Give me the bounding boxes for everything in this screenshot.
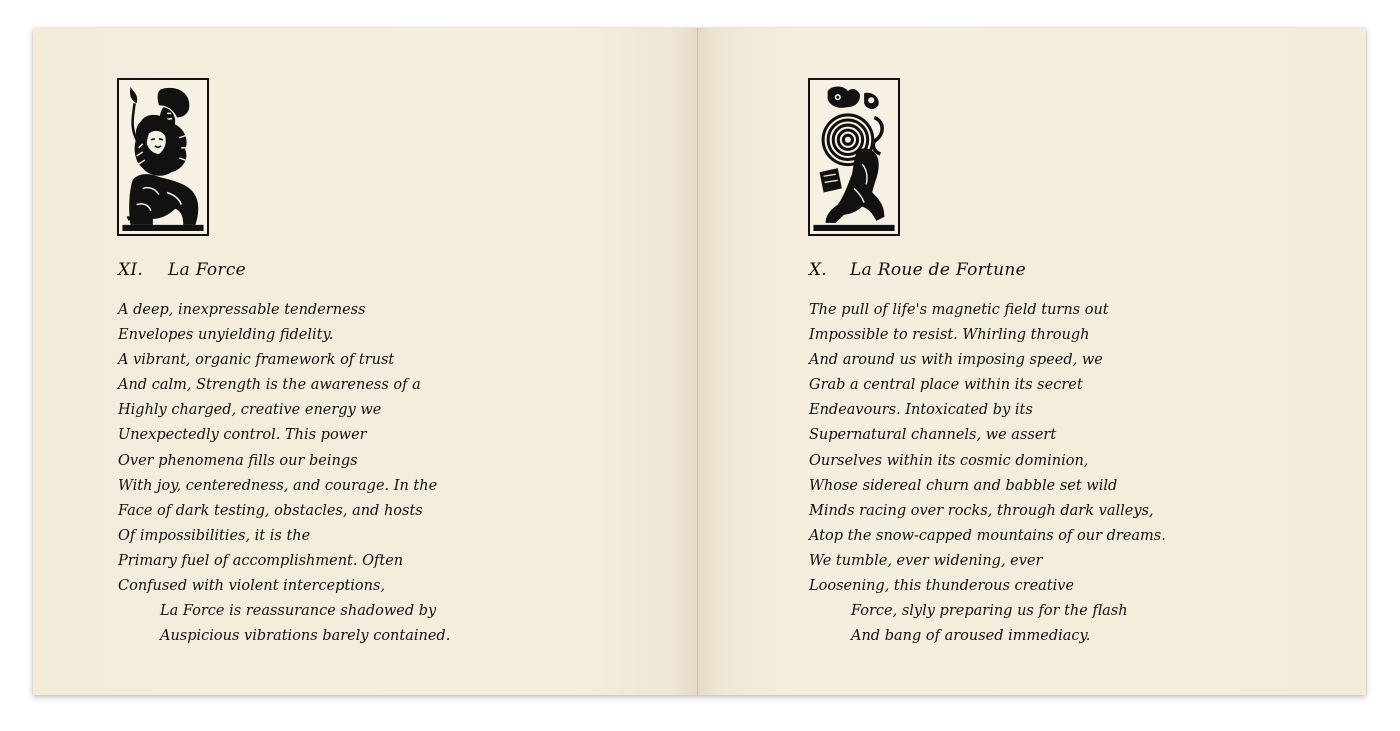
- poem-line: A deep, inexpressable tenderness: [118, 302, 366, 318]
- poem-line: La Force is reassurance shadowed by: [160, 603, 437, 620]
- poem-line: Highly charged, creative energy we: [118, 402, 382, 419]
- poem-line: Minds racing over rocks, through dark valleys,: [809, 502, 1154, 519]
- poem-line: Of impossibilities, it is the: [118, 527, 311, 544]
- la-force-name: La Force: [168, 260, 247, 280]
- poem-line: Whose sidereal churn and babble set wild: [809, 477, 1118, 494]
- poem-line: We tumble, ever widening, ever: [809, 552, 1043, 569]
- poem-line: And calm, Strength is the awareness of a: [118, 377, 421, 394]
- poem-line: Confused with violent interceptions,: [118, 578, 386, 595]
- poem-line: Auspicious vibrations barely contained.: [160, 628, 451, 645]
- poem-line: And bang of aroused immediacy.: [851, 628, 1091, 645]
- poem-line: Unexpectedly control. This power: [118, 427, 367, 444]
- poem-line: Force, slyly preparing us for the flash: [851, 603, 1128, 620]
- right-page: [698, 28, 1366, 695]
- roue-de-fortune-illustration: [808, 78, 900, 236]
- lion-woodcut-icon: [122, 83, 204, 231]
- poem-line: Impossible to resist. Whirling through: [809, 327, 1090, 344]
- poem-line: Primary fuel of accomplishment. Often: [118, 552, 404, 569]
- poem-line: Endeavours. Intoxicated by its: [809, 402, 1033, 419]
- poem-line: With joy, centeredness, and courage. In the: [118, 477, 438, 494]
- la-force-numeral: XI.: [118, 260, 144, 280]
- roue-de-fortune-numeral: X.: [809, 260, 828, 280]
- poem-line: Ourselves within its cosmic dominion,: [809, 452, 1089, 469]
- roue-de-fortune-name: La Roue de Fortune: [850, 260, 1027, 280]
- poem-line: Envelopes unyielding fidelity.: [118, 327, 334, 344]
- la-force-poem: [118, 298, 450, 649]
- poem-line: Supernatural channels, we assert: [809, 427, 1057, 444]
- roue-de-fortune-title: [809, 260, 1026, 280]
- poem-line: A vibrant, organic framework of trust: [118, 352, 395, 369]
- la-force-illustration: [117, 78, 209, 236]
- la-force-title: [118, 260, 246, 280]
- left-page: [33, 28, 698, 695]
- poem-line: Loosening, this thunderous creative: [809, 578, 1075, 595]
- poem-line: Over phenomena fills our beings: [118, 452, 358, 469]
- poem-line: Atop the snow-capped mountains of our dreams.: [809, 527, 1166, 544]
- poem-line: Grab a central place within its secret: [809, 377, 1083, 394]
- wheel-woodcut-icon: [813, 83, 895, 231]
- roue-de-fortune-poem: [809, 298, 1166, 649]
- poem-line: The pull of life's magnetic field turns out: [809, 302, 1109, 318]
- poem-line: And around us with imposing speed, we: [809, 352, 1103, 369]
- poem-line: Face of dark testing, obstacles, and hosts: [118, 502, 423, 519]
- book-spread: [33, 28, 1366, 695]
